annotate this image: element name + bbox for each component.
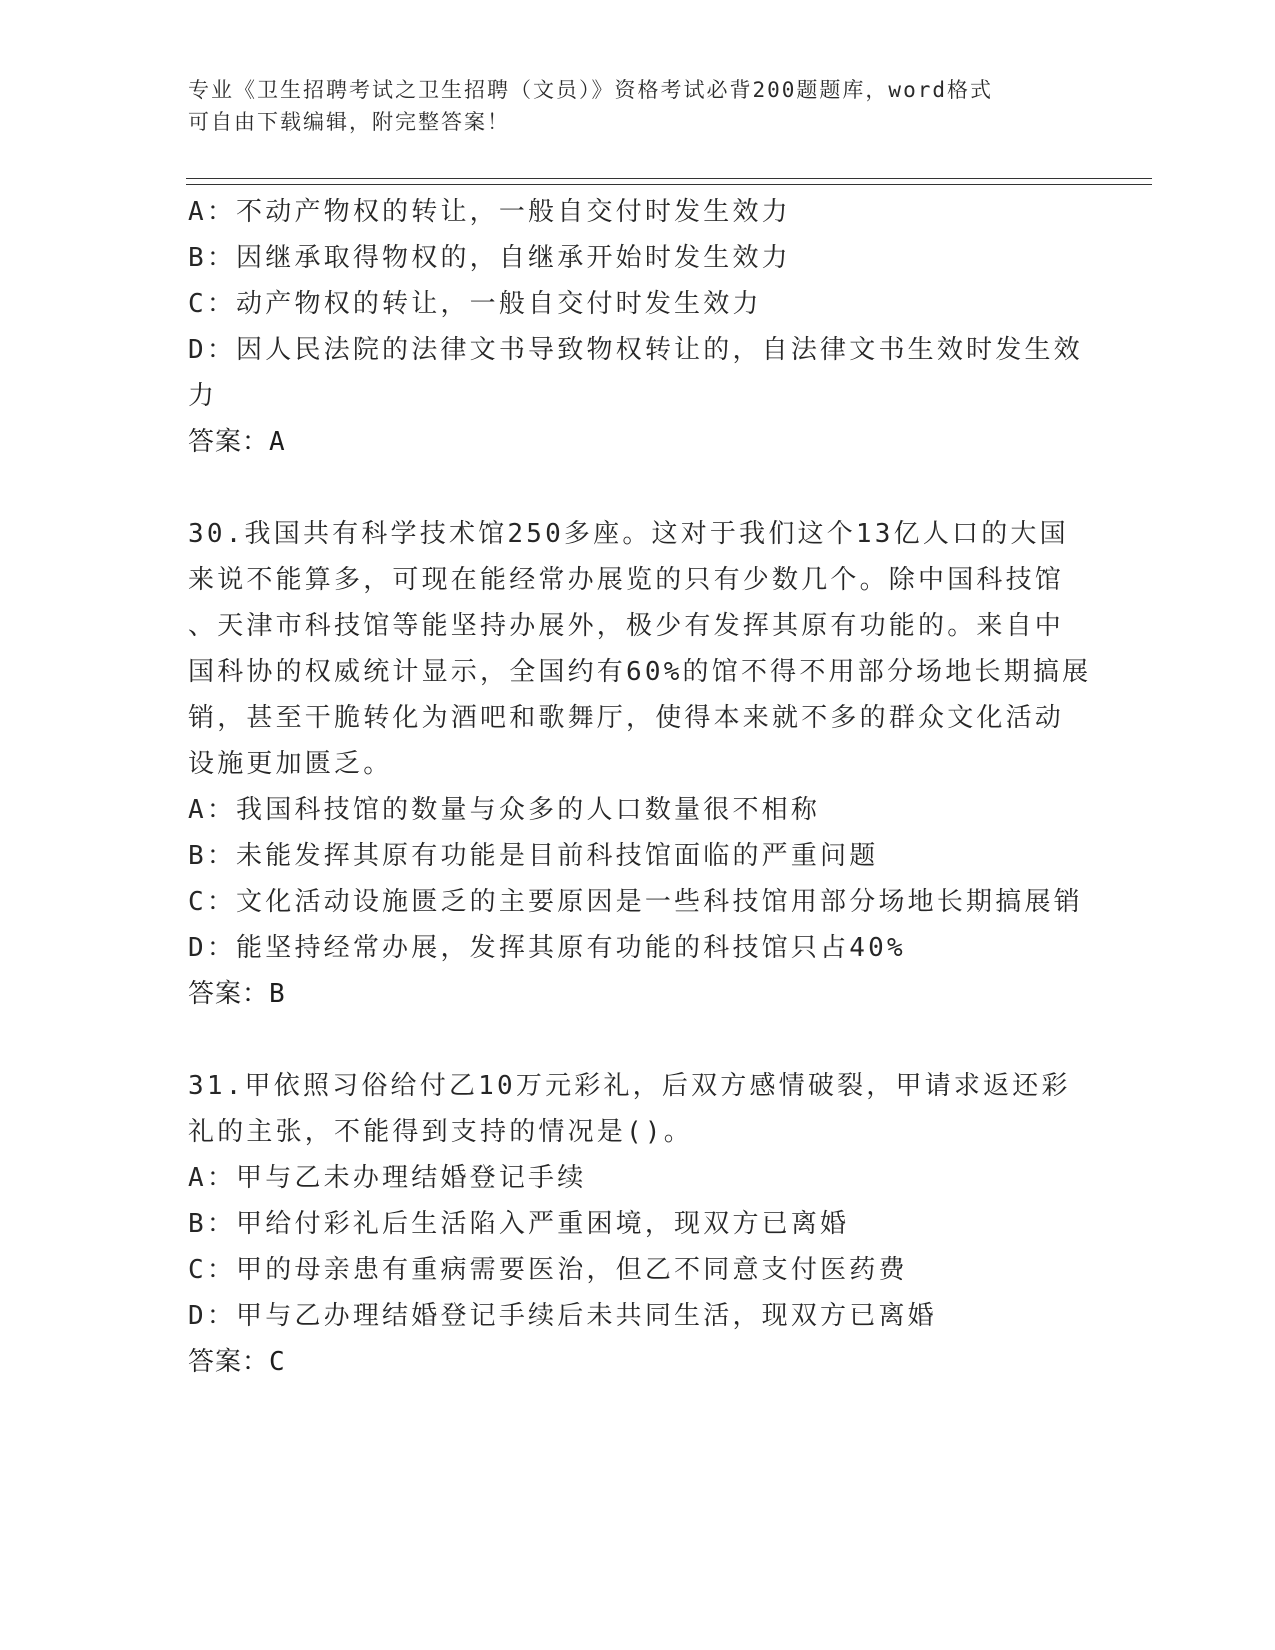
- q30-option-c: C：文化活动设施匮乏的主要原因是一些科技馆用部分场地长期搞展销: [188, 887, 1083, 917]
- q29-option-d-cont: 力: [188, 381, 218, 411]
- q31-option-b: B：甲给付彩礼后生活陷入严重困境，现双方已离婚: [188, 1209, 850, 1239]
- spacer: [188, 465, 1078, 511]
- header-rule-top: [186, 178, 1152, 179]
- q30-option-b: B：未能发挥其原有功能是目前科技馆面临的严重问题: [188, 841, 879, 871]
- q31-option-a: A：甲与乙未办理结婚登记手续: [188, 1163, 587, 1193]
- header-line-2: 可自由下载编辑，附完整答案！: [188, 110, 510, 134]
- q29-option-d: D：因人民法院的法律文书导致物权转让的，自法律文书生效时发生效: [188, 335, 1083, 365]
- question-content: [188, 189, 1092, 1385]
- header-rule-bottom: [186, 184, 1152, 185]
- q31-answer: 答案：C: [188, 1347, 286, 1377]
- q29-option-a: A：不动产物权的转让，一般自交付时发生效力: [188, 197, 791, 227]
- q29-answer: 答案：A: [188, 427, 286, 457]
- q30-stem-line: 、天津市科技馆等能坚持办展外，极少有发挥其原有功能的。来自中: [188, 611, 1065, 641]
- q30-stem-line: 国科协的权威统计显示，全国约有60%的馆不得不用部分场地长期搞展: [188, 657, 1092, 687]
- q30-answer: 答案：B: [188, 979, 286, 1009]
- q30-option-a: A：我国科技馆的数量与众多的人口数量很不相称: [188, 795, 821, 825]
- q31-stem-line: 礼的主张，不能得到支持的情况是()。: [188, 1117, 693, 1147]
- header-line-1: 专业《卫生招聘考试之卫生招聘（文员）》资格考试必背200题题库，word格式: [188, 78, 993, 102]
- q30-stem-line: 销，甚至干脆转化为酒吧和歌舞厅，使得本来就不多的群众文化活动: [188, 703, 1065, 733]
- q31-option-c: C：甲的母亲患有重病需要医治，但乙不同意支付医药费: [188, 1255, 908, 1285]
- q30-stem-line: 来说不能算多，可现在能经常办展览的只有少数几个。除中国科技馆: [188, 565, 1065, 595]
- q30-option-d: D：能坚持经常办展，发挥其原有功能的科技馆只占40%: [188, 933, 906, 963]
- document-header: [188, 74, 1068, 138]
- q29-option-b: B：因继承取得物权的，自继承开始时发生效力: [188, 243, 791, 273]
- q31-stem-line: 31.甲依照习俗给付乙10万元彩礼，后双方感情破裂，甲请求返还彩: [188, 1071, 1071, 1101]
- spacer: [188, 1017, 1078, 1063]
- q31-option-d: D：甲与乙办理结婚登记手续后未共同生活，现双方已离婚: [188, 1301, 937, 1331]
- q30-stem-line: 设施更加匮乏。: [188, 749, 393, 779]
- q29-option-c: C：动产物权的转让，一般自交付时发生效力: [188, 289, 762, 319]
- q30-stem-line: 30.我国共有科学技术馆250多座。这对于我们这个13亿人口的大国: [188, 519, 1069, 549]
